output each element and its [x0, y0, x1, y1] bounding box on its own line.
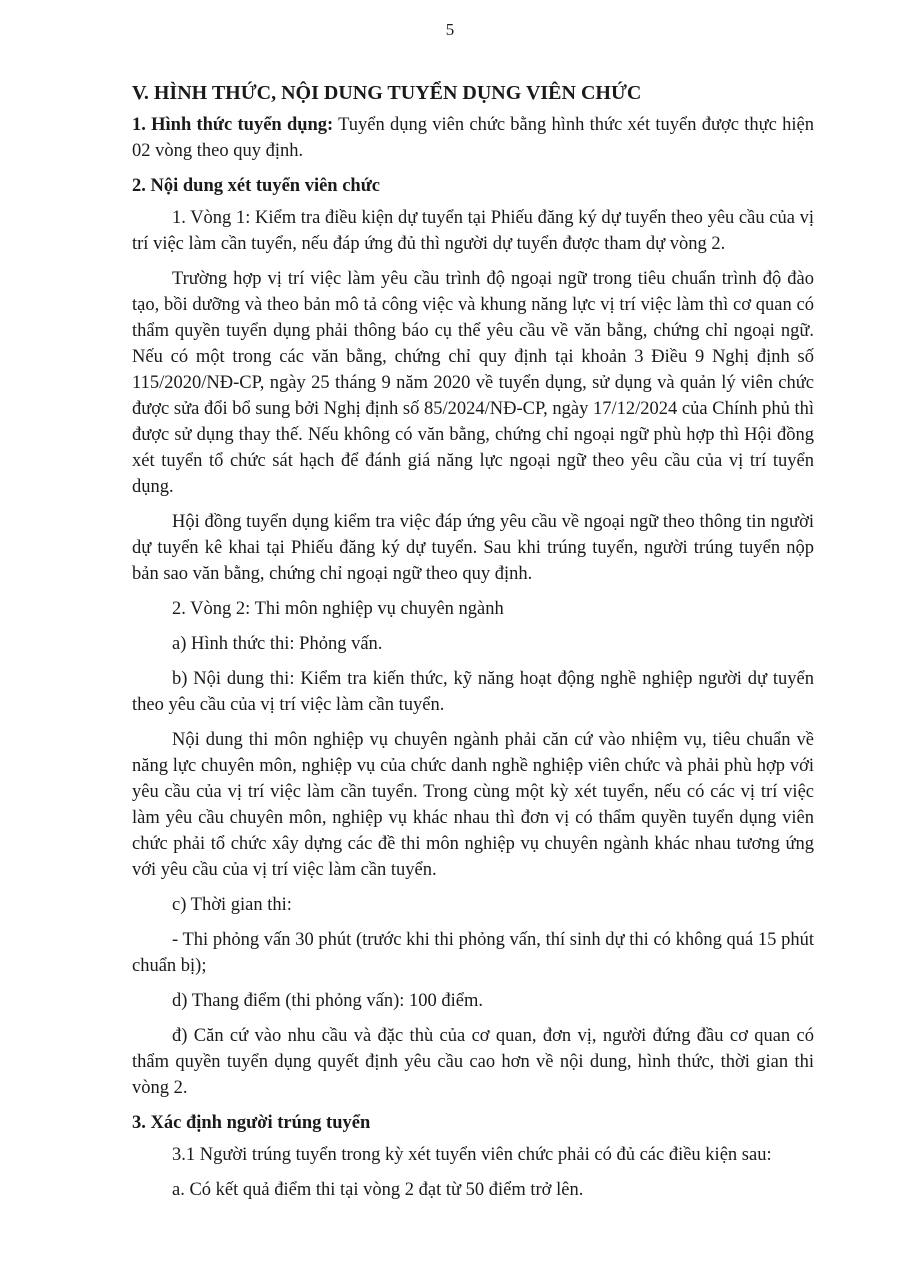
paragraph-foreign-language: Trường hợp vị trí việc làm yêu cầu trình độ ngoại ngữ trong tiêu chuẩn trình độ đào tạo, bồi dưỡng và theo bản mô tả công việc và khung năng lực vị trí việc làm thì cơ quan có thẩm quyền tuyển dụng phải thông báo cụ thể yêu cầu về văn bằng, chứng chỉ ngoại ngữ. Nếu có một trong các văn bằng, chứng chỉ quy định tại khoản 3 Điều 9 Nghị định số 115/2020/NĐ-CP, ngày 25 tháng 9 năm 2020 về tuyển dụng, sử dụng và quản lý viên chức được sửa đổi bổ sung bởi Nghị định số 85/2024/NĐ-CP, ngày 17/12/2024 của Chính phủ thì được sử dụng thay thế. Nếu không có văn bằng, chứng chỉ ngoại ngữ phù hợp thì Hội đồng xét tuyển tổ chức sát hạch để đánh giá năng lực ngoại ngữ theo yêu cầu của vị trí tuyển dụng.: [132, 269, 814, 497]
paragraph-exam-content-detail: Nội dung thi môn nghiệp vụ chuyên ngành phải căn cứ vào nhiệm vụ, tiêu chuẩn về năng lực chuyên môn, nghiệp vụ của chức danh nghề nghiệp viên chức và phải phù hợp với yêu cầu của vị trí việc làm cần tuyển. Trong cùng một kỳ xét tuyển, nếu có các vị trí việc làm yêu cầu chuyên môn, nghiệp vụ khác nhau thì đơn vị có thẩm quyền tuyển dụng viên chức phải tổ chức xây dựng các đề thi môn nghiệp vụ chuyên ngành khác nhau tương ứng với yêu cầu của vị trí việc làm cần tuyển.: [132, 730, 814, 880]
item-3-title: 3. Xác định người trúng tuyển: [132, 1113, 371, 1133]
paragraph-score-scale: d) Thang điểm (thi phỏng vấn): 100 điểm.: [172, 991, 484, 1011]
item-1-label: 1. Hình thức tuyển dụng:: [132, 115, 334, 135]
paragraph-council-check: Hội đồng tuyển dụng kiểm tra việc đáp ứng yêu cầu về ngoại ngữ theo thông tin người dự tuyển kê khai tại Phiếu đăng ký dự tuyển. Sau khi trúng tuyển, người trúng tuyển nộp bản sao văn bằng, chứng chỉ ngoại ngữ theo quy định.: [132, 512, 814, 584]
item-1-text: Tuyển dụng viên chức bằng hình thức xét tuyển được thực hiện 02 vòng theo quy định.: [132, 115, 814, 161]
paragraph-exam-time: c) Thời gian thi:: [172, 895, 292, 915]
page-number: 5: [445, 20, 455, 39]
paragraph-score-threshold: a. Có kết quả điểm thi tại vòng 2 đạt từ 50 điểm trở lên.: [172, 1180, 584, 1200]
section-title: V. HÌNH THỨC, NỘI DUNG TUYỂN DỤNG VIÊN CHỨC: [132, 82, 642, 104]
paragraph-round-2: 2. Vòng 2: Thi môn nghiệp vụ chuyên ngành: [172, 599, 504, 619]
paragraph-interview-duration: - Thi phỏng vấn 30 phút (trước khi thi phỏng vấn, thí sinh dự thi có không quá 15 phút chuẩn bị);: [132, 930, 814, 976]
paragraph-winner-conditions: 3.1 Người trúng tuyển trong kỳ xét tuyển viên chức phải có đủ các điều kiện sau:: [172, 1145, 772, 1165]
paragraph-round-1: 1. Vòng 1: Kiểm tra điều kiện dự tuyển tại Phiếu đăng ký dự tuyển theo yêu cầu của vị trí việc làm cần tuyển, nếu đáp ứng đủ thì người dự tuyển được tham dự vòng 2.: [132, 208, 814, 254]
document-body: [132, 80, 814, 1212]
item-1-paragraph: [132, 112, 814, 164]
item-2-title: 2. Nội dung xét tuyển viên chức: [132, 176, 381, 196]
paragraph-higher-requirements: đ) Căn cứ vào nhu cầu và đặc thù của cơ quan, đơn vị, người đứng đầu cơ quan có thẩm quyền tuyển dụng quyết định yêu cầu cao hơn về nội dung, hình thức, thời gian thi vòng 2.: [132, 1026, 814, 1098]
paragraph-exam-form: a) Hình thức thi: Phỏng vấn.: [172, 634, 383, 654]
paragraph-exam-content: b) Nội dung thi: Kiểm tra kiến thức, kỹ năng hoạt động nghề nghiệp người dự tuyển theo yêu cầu của vị trí việc làm cần tuyển.: [132, 669, 814, 715]
